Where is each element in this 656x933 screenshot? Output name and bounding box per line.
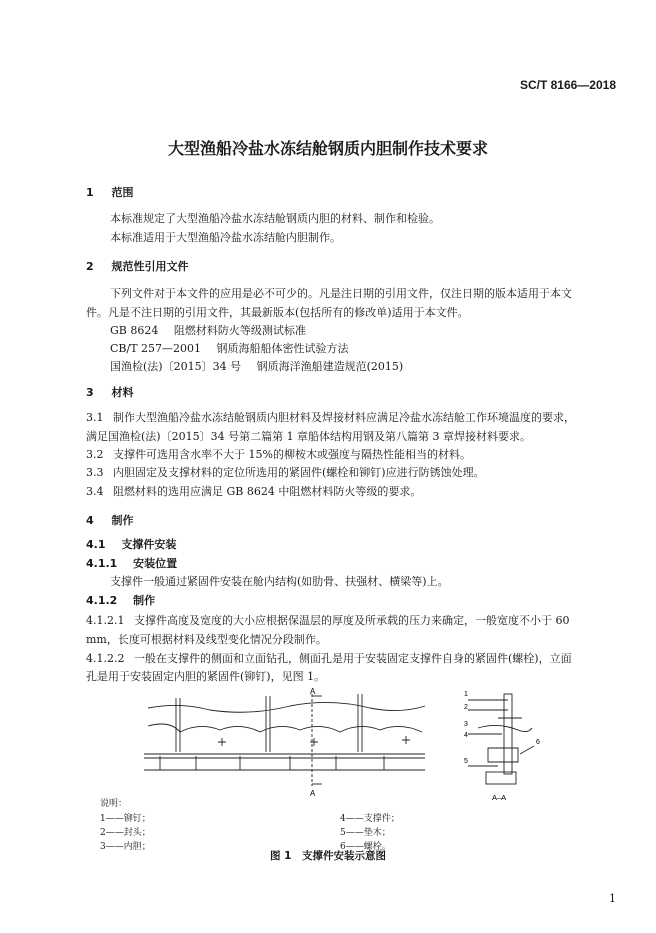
section-title: 规范性引用文件 — [111, 260, 189, 273]
legend-label: 支撑件； — [363, 814, 400, 824]
reference-item — [110, 322, 306, 338]
reference-code: CB/T 257—2001 — [110, 342, 202, 355]
callout-number: 4 — [464, 732, 468, 739]
legend-label: 螺栓。 — [363, 842, 391, 852]
section-number: 2 — [86, 260, 94, 273]
clause-number: 4.1.2.2 — [86, 652, 125, 665]
clause-number: 4.1.2.1 — [86, 614, 125, 627]
section-mark-top: A — [310, 687, 316, 696]
legend-number: 1 — [100, 814, 106, 824]
reference-name: 钢质海船船体密性试验方法 — [216, 342, 349, 355]
bracket — [488, 748, 518, 762]
clause-3-1 — [86, 409, 575, 425]
section-title: 范围 — [111, 186, 134, 199]
insulation-wave — [148, 724, 422, 732]
section-3-heading — [86, 384, 134, 400]
reference-item — [110, 358, 403, 374]
paragraph: 本标准适用于大型渔船冷盐水冻结舱内胆制作。 — [110, 231, 341, 244]
paragraph: 支撑件一般通过紧固件安装在舱内结构(如肋骨、扶强材、横梁等)上。 — [110, 575, 449, 588]
bolt-marks — [218, 736, 410, 746]
clause-3-4 — [86, 483, 421, 499]
hull-outline — [148, 702, 425, 712]
document-title: 大型渔船冷盐水冻结舱钢质内胆制作技术要求 — [167, 139, 488, 158]
section-4-1-2-heading — [86, 592, 155, 608]
legend-number: 4 — [340, 814, 346, 824]
paragraph: 件。凡是不注日期的引用文件，其最新版本(包括所有的修改单)适用于本文件。 — [86, 306, 469, 319]
clause-3-3 — [86, 464, 485, 480]
page-number: 1 — [609, 892, 616, 905]
clause-text: 阻燃材料的选用应满足 GB 8624 中阻燃材料防火等级的要求。 — [113, 485, 422, 498]
callout-number: 1 — [464, 691, 468, 698]
reference-name: 钢质海洋渔船建造规范(2015) — [256, 360, 404, 373]
clause-text: 支撑件高度及宽度的大小应根据保温层的厚度及所承载的压力来确定，一般宽度不小于 60 — [133, 614, 570, 627]
reference-code: GB 8624 — [110, 324, 159, 337]
paragraph: 本标准规定了大型渔船冷盐水冻结舱钢质内胆的材料、制作和检验。 — [110, 212, 440, 225]
callout-number: 2 — [464, 704, 468, 711]
reference-name: 阻燃材料防火等级测试标准 — [173, 324, 306, 337]
clause-text: 支撑件可选用含水率不大于 15%的柳桉木或强度与隔热性能相当的材料。 — [113, 448, 471, 461]
clause-text: 内胆固定及支撑材料的定位所选用的紧固件(螺栓和铆钉)应进行防锈蚀处理。 — [113, 466, 485, 479]
legend-number: 3 — [100, 842, 106, 852]
standard-number: SC/T 8166—2018 — [519, 78, 616, 92]
section-number: 3 — [86, 386, 94, 399]
paragraph: 下列文件对于本文件的应用是必不可少的。凡是注日期的引用文件，仅注日期的版本适用于本文 — [110, 287, 572, 300]
clause-4-1-2-2 — [86, 650, 572, 666]
section-mark-bottom: A — [310, 789, 316, 798]
section-number: 4.1.2 — [86, 594, 118, 607]
clause-4-1-2-1 — [86, 612, 569, 628]
clause-number: 3.4 — [86, 485, 104, 498]
clause-continuation: 满足国渔检(法)〔2015〕34 号第二篇第 1 章船体结构用钢及第八篇第 3 章焊接材料要求。 — [86, 430, 532, 443]
section-4-heading — [86, 512, 134, 528]
clause-continuation: mm，长度可根据材料及线型变化情况分段制作。 — [86, 633, 327, 646]
legend-title: 说明： — [100, 799, 128, 809]
section-title: 安装位置 — [133, 557, 178, 570]
clause-continuation: 孔是用于安装固定内胆的紧固件(铆钉)，见图 1。 — [86, 670, 326, 683]
section-2-heading — [86, 258, 189, 274]
section-title: 制作 — [133, 594, 156, 607]
legend-item: 6——螺栓。 — [340, 842, 391, 852]
section-title: 材料 — [111, 386, 134, 399]
section-title: 制作 — [111, 514, 134, 527]
section-4-1-1-heading — [86, 555, 177, 571]
legend-number: 6 — [340, 842, 346, 852]
reference-code: 国渔检(法)〔2015〕34 号 — [110, 360, 242, 373]
reference-item — [110, 340, 349, 356]
clause-text: 制作大型渔船冷盐水冻结舱钢质内胆材料及焊接材料应满足冷盐水冻结舱工作环境温度的要求， — [113, 411, 575, 424]
leader-line — [520, 746, 534, 754]
section-title: 支撑件安装 — [121, 538, 177, 551]
legend-number: 2 — [100, 828, 106, 838]
legend-label: 内胆； — [123, 842, 151, 852]
section-number: 1 — [86, 186, 94, 199]
section-number: 4 — [86, 514, 94, 527]
clause-number: 3.1 — [86, 411, 104, 424]
clause-text: 一般在支撑件的侧面和立面钻孔，侧面孔是用于安装固定支撑件自身的紧固件(螺栓)，立面 — [133, 652, 572, 665]
callout-number: 3 — [464, 721, 468, 728]
legend-item: 1——铆钉； — [100, 814, 151, 824]
legend-item: 3——内胆； — [100, 842, 151, 852]
section-label: A–A — [492, 793, 507, 802]
callout-number: 6 — [536, 739, 540, 746]
legend-label: 铆钉； — [123, 814, 151, 824]
legend-label: 封头； — [123, 828, 151, 838]
legend-label: 垫木； — [363, 828, 391, 838]
section-1-heading — [86, 184, 134, 200]
legend-item: 5——垫木； — [340, 828, 391, 838]
clause-number: 3.3 — [86, 466, 104, 479]
section-number: 4.1 — [86, 538, 106, 551]
section-number: 4.1.1 — [86, 557, 118, 570]
liner-curve — [478, 725, 532, 731]
figure-caption: 图 1 支撑件安装示意图 — [270, 850, 386, 862]
legend-number: 5 — [340, 828, 346, 838]
clause-3-2 — [86, 446, 471, 462]
section-4-1-heading — [86, 536, 176, 552]
callout-number: 5 — [464, 758, 468, 765]
figure-section-view — [458, 688, 548, 806]
legend-item: 2——封头； — [100, 828, 151, 838]
clause-number: 3.2 — [86, 448, 104, 461]
legend-item: 4——支撑件； — [340, 814, 400, 824]
